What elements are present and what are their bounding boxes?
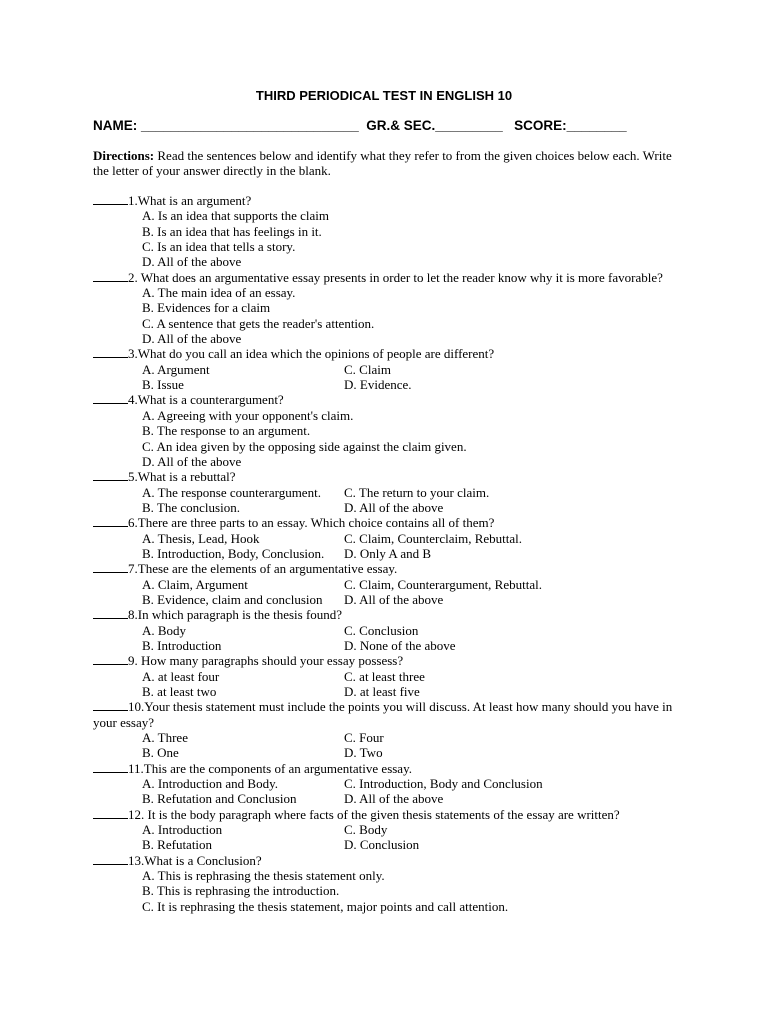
question-text: 13.What is a Conclusion? xyxy=(128,852,262,868)
answer-blank[interactable] xyxy=(93,392,128,404)
answer-option: C. It is rephrasing the thesis statement, major points and call attention. xyxy=(142,898,509,914)
directions-label: Directions: xyxy=(93,148,155,163)
answer-option: D. Only A and B xyxy=(344,545,432,561)
question-item xyxy=(93,807,693,853)
answer-option-row xyxy=(93,791,693,806)
answer-option: B. Is an idea that has feelings in it. xyxy=(142,223,322,239)
question-text: 4.What is a counterargument? xyxy=(128,392,284,408)
question-item xyxy=(93,607,693,653)
answer-option: A. Body xyxy=(142,622,187,638)
answer-option: B. Introduction, Body, Conclusion. xyxy=(142,545,325,561)
answer-option: B. at least two xyxy=(142,684,217,699)
question-text: 2. What does an argumentative essay presents in order to let the reader know why it is more favorable? xyxy=(128,269,663,285)
answer-option: B. The conclusion. xyxy=(142,499,240,515)
question-item xyxy=(93,761,693,807)
answer-option-row xyxy=(93,837,693,852)
answer-option: B. Evidence, claim and conclusion xyxy=(142,591,323,607)
answer-option: A. The response counterargument. xyxy=(142,484,321,500)
test-title: THIRD PERIODICAL TEST IN ENGLISH 10 xyxy=(255,88,513,103)
answer-blank[interactable] xyxy=(93,346,128,358)
question-line xyxy=(93,607,693,622)
answer-option: D. All of the above xyxy=(344,499,444,515)
answer-option: C. A sentence that gets the reader's attention. xyxy=(142,315,375,331)
answer-option: C. Body xyxy=(344,822,388,838)
question-item xyxy=(93,392,693,469)
question-item xyxy=(93,270,693,347)
question-line xyxy=(93,807,693,822)
answer-option: C. at least three xyxy=(344,668,425,684)
answer-option: A. Agreeing with your opponent's claim. xyxy=(142,407,354,423)
answer-option: B. One xyxy=(142,745,179,761)
answer-blank[interactable] xyxy=(93,469,128,481)
answer-blank[interactable] xyxy=(93,607,128,619)
answer-option-row xyxy=(93,577,693,592)
answer-option: D. Evidence. xyxy=(344,377,412,393)
answer-option-row xyxy=(93,638,693,653)
question-line xyxy=(93,699,693,730)
answer-option: A. Three xyxy=(142,730,188,746)
question-text: 10.Your thesis statement must include the points you will discuss. At least how many should you have in your essay? xyxy=(93,699,673,730)
question-text: 3.What do you call an idea which the opinions of people are different? xyxy=(128,346,495,362)
answer-option: A. Thesis, Lead, Hook xyxy=(142,530,260,546)
question-line xyxy=(93,561,693,576)
answer-option: B. Issue xyxy=(142,377,184,393)
answer-option: A. Claim, Argument xyxy=(142,576,248,592)
answer-blank[interactable] xyxy=(93,853,128,865)
answer-option: C. Conclusion xyxy=(344,622,419,638)
answer-option: A. The main idea of an essay. xyxy=(142,285,296,301)
directions xyxy=(93,148,673,178)
answer-blank[interactable] xyxy=(93,561,128,573)
answer-option: C. Is an idea that tells a story. xyxy=(142,239,296,255)
answer-option: B. The response to an argument. xyxy=(142,423,311,439)
answer-option-row xyxy=(93,485,693,500)
answer-option: D. All of the above xyxy=(344,591,444,607)
answer-option: A. This is rephrasing the thesis statement only. xyxy=(142,868,385,884)
answer-option: C. Claim, Counterargument, Rebuttal. xyxy=(344,576,542,592)
answer-option: B. Evidences for a claim xyxy=(142,300,271,316)
answer-option: D. All of the above xyxy=(344,791,444,807)
question-item xyxy=(93,346,693,392)
answer-option: C. An idea given by the opposing side against the claim given. xyxy=(142,438,467,454)
answer-option: D. Conclusion xyxy=(344,837,420,853)
question-text: 9. How many paragraphs should your essay possess? xyxy=(128,653,404,669)
answer-option-row xyxy=(93,500,693,515)
answer-option-row xyxy=(93,776,693,791)
question-text: 11.This are the components of an argumentative essay. xyxy=(128,760,412,776)
answer-option-row xyxy=(93,822,693,837)
answer-option: B. Refutation and Conclusion xyxy=(142,791,297,807)
question-line xyxy=(93,469,693,484)
answer-option: C. Four xyxy=(344,730,384,746)
answer-option-row xyxy=(93,531,693,546)
question-item xyxy=(93,561,693,607)
answer-option-row xyxy=(93,684,693,699)
answer-option: C. The return to your claim. xyxy=(344,484,490,500)
answer-option: D. Two xyxy=(344,745,383,761)
answer-option: A. Introduction xyxy=(142,822,223,838)
question-item xyxy=(93,193,693,270)
answer-option: D. All of the above xyxy=(142,331,242,347)
answer-option-row xyxy=(93,377,693,392)
answer-option-row xyxy=(93,592,693,607)
directions-text: Read the sentences below and identify what they refer to from the given choices below each. Write the letter of your answer directly in the blank. xyxy=(93,148,672,178)
question-item xyxy=(93,515,693,561)
answer-option: A. at least four xyxy=(142,668,220,684)
answer-option-row xyxy=(93,362,693,377)
answer-option: D. None of the above xyxy=(344,637,456,653)
answer-option: B. Introduction xyxy=(142,637,222,653)
answer-option: D. at least five xyxy=(344,684,420,699)
answer-blank[interactable] xyxy=(93,699,128,711)
question-list xyxy=(93,193,693,914)
question-text: 6.There are three parts to an essay. Which choice contains all of them? xyxy=(128,515,495,531)
question-line xyxy=(93,270,693,285)
answer-option: A. Argument xyxy=(142,361,210,377)
answer-option-row xyxy=(93,669,693,684)
question-line xyxy=(93,761,693,776)
answer-option: D. All of the above xyxy=(142,254,242,270)
question-line xyxy=(93,653,693,668)
answer-option: A. Introduction and Body. xyxy=(142,776,278,792)
question-item xyxy=(93,853,693,914)
question-text: 7.These are the elements of an argumentative essay. xyxy=(128,561,398,577)
answer-blank[interactable] xyxy=(93,270,128,282)
answer-option-row xyxy=(93,623,693,638)
question-item xyxy=(93,699,693,760)
answer-blank[interactable] xyxy=(93,515,128,527)
answer-option: A. Is an idea that supports the claim xyxy=(142,208,330,224)
answer-blank[interactable] xyxy=(93,653,128,665)
answer-option-row xyxy=(93,546,693,561)
question-text: 1.What is an argument? xyxy=(128,193,252,208)
question-text: 8.In which paragraph is the thesis found? xyxy=(128,607,343,623)
answer-option-row xyxy=(93,745,693,760)
answer-option: B. Refutation xyxy=(142,837,213,853)
question-text: 12. It is the body paragraph where facts of the given thesis statements of the essay are written? xyxy=(128,806,620,822)
question-item xyxy=(93,469,693,515)
answer-option: D. All of the above xyxy=(142,453,242,469)
question-line xyxy=(93,346,693,361)
question-line xyxy=(93,515,693,530)
question-item xyxy=(93,653,693,699)
question-line xyxy=(93,193,693,208)
question-text: 5.What is a rebuttal? xyxy=(128,469,236,485)
answer-option: C. Claim xyxy=(344,361,391,377)
name-section-score-line: NAME: _____________________________ GR.& SEC._________ SCORE:________ xyxy=(93,118,627,133)
answer-option: C. Introduction, Body and Conclusion xyxy=(344,776,543,792)
answer-option: B. This is rephrasing the introduction. xyxy=(142,883,340,899)
answer-option: C. Claim, Counterclaim, Rebuttal. xyxy=(344,530,523,546)
answer-blank[interactable] xyxy=(93,761,128,773)
answer-blank[interactable] xyxy=(93,807,128,819)
question-line xyxy=(93,392,693,407)
answer-option-row xyxy=(93,730,693,745)
question-line xyxy=(93,853,693,868)
answer-blank[interactable] xyxy=(93,193,128,205)
